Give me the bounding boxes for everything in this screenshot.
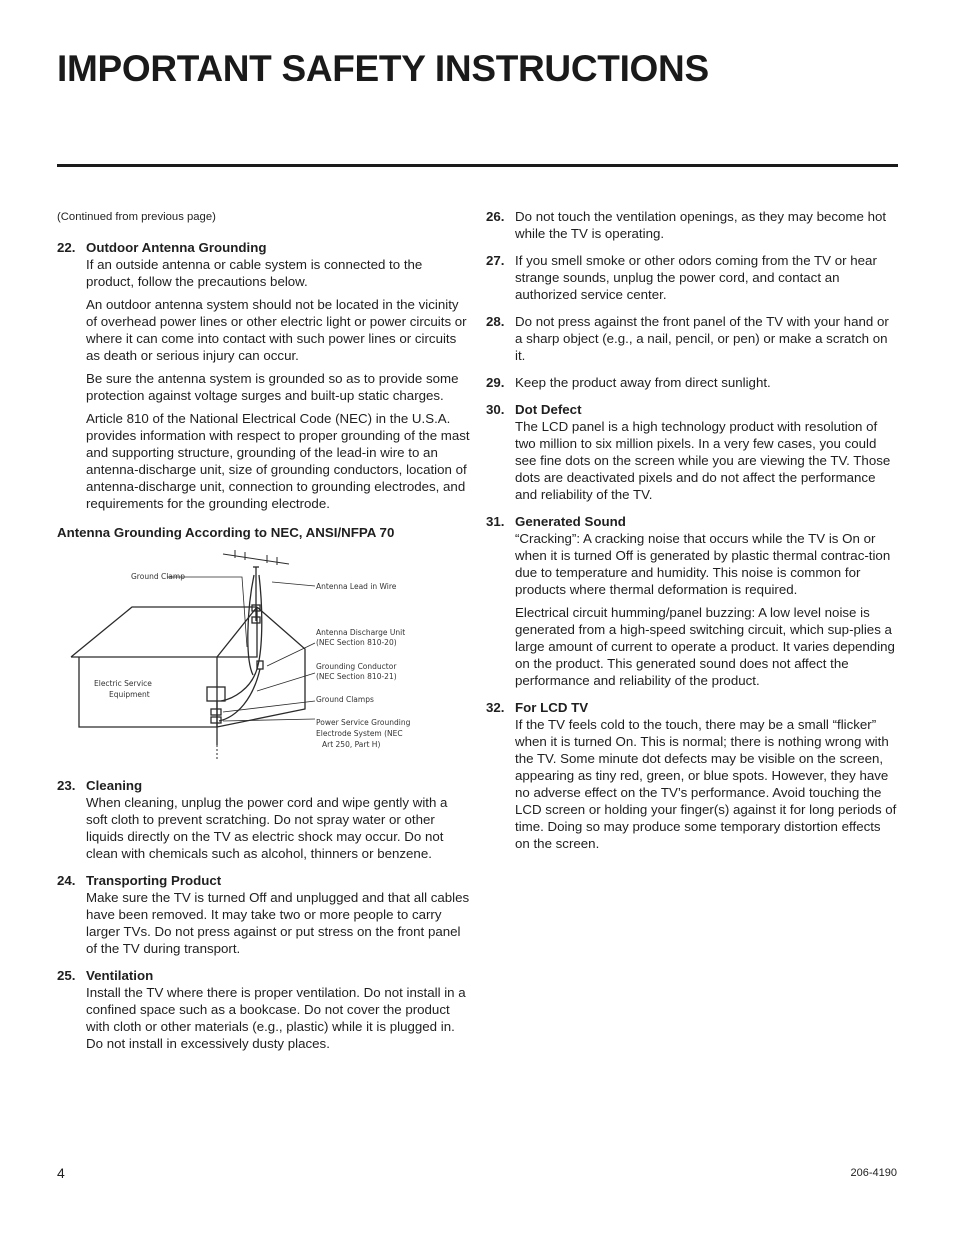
paragraph: Article 810 of the National Electrical Code (NEC) in the U.S.A. provides information with respect to proper grounding of the mast and supporting structure, grounding of the lead-in wire to an antenna-discharge unit, size of grounding conductors, location of antenna-discharge unit, connection to grounding electrodes, and requirements for the grounding electrode. <box>86 411 470 511</box>
label-electrode-2: Electrode System (NEC <box>316 729 403 738</box>
item-title: For LCD TV <box>515 700 589 715</box>
paragraph: The LCD panel is a high technology product with resolution of two million to six million pixels. In a very few cases, you could see fine dots on the screen while you are viewing the TV. Those dots are deactivated pixels and do not affect the performance and reliability of the TV. <box>515 419 891 502</box>
item-number: 27. <box>486 253 505 268</box>
page-number: 4 <box>57 1165 65 1181</box>
item-32 <box>486 699 898 852</box>
item-29 <box>486 374 898 391</box>
paragraph: An outdoor antenna system should not be located in the vicinity of overhead power lines or other electric light or power circuits or where it can come into contact with such power lines or circuits as death or serious injury can occur. <box>86 297 467 363</box>
diagram-heading: Antenna Grounding According to NEC, ANSI/NFPA 70 <box>57 525 395 540</box>
item-number: 25. <box>57 968 76 983</box>
item-number: 22. <box>57 240 76 255</box>
item-number: 28. <box>486 314 505 329</box>
item-title: Outdoor Antenna Grounding <box>86 240 267 255</box>
paragraph: Be sure the antenna system is grounded so as to provide some protection against voltage surges and built-up static charges. <box>86 371 459 403</box>
item-text: Keep the product away from direct sunlight. <box>515 375 771 390</box>
paragraph: When cleaning, unplug the power cord and wipe gently with a soft cloth to prevent scratching. Do not spray water or other liquids directly on the TV as electric shock may occur. Do not clean with chemicals such as alcohol, thinners or benzene. <box>86 795 448 861</box>
label-service-2: Equipment <box>109 690 150 699</box>
paragraph: Install the TV where there is proper ventilation. Do not install in a confined space such as a bookcase. Do not cover the product with cloth or other materials (e.g., plastic) while it is plugged in. Do not install in excessively dusty places. <box>86 985 466 1051</box>
label-grounding-conductor-sub: (NEC Section 810-21) <box>316 672 397 681</box>
continued-note: (Continued from previous page) <box>57 211 216 223</box>
right-column <box>486 208 898 862</box>
item-text: If you smell smoke or other odors coming from the TV or hear strange sounds, unplug the power cord, and contact an authorized service center. <box>515 253 877 302</box>
paragraph: Make sure the TV is turned Off and unplugged and that all cables have been removed. It may take two or more people to carry larger TVs. Do not press against or put stress on the front panel of the TV during transport. <box>86 890 470 956</box>
label-antenna-lead: Antenna Lead in Wire <box>316 582 397 591</box>
item-25 <box>57 967 472 1052</box>
paragraph: If the TV feels cold to the touch, there may be a small “flicker” when it is turned On. This is normal; there is nothing wrong with the TV. Some minute dot defects may be visible on the screen, appearing as tiny red, green, or blue spots. However, they have no adverse effect on the TV’s performance. Avoid touching the LCD screen or holding your finger(s) against it for long periods of time. Doing so may produce some temporary distortion effects on the screen. <box>515 717 897 851</box>
antenna-grounding-illustration <box>57 549 472 771</box>
label-discharge-unit: Antenna Discharge Unit <box>316 628 406 637</box>
title-rule <box>57 164 898 167</box>
item-text: Do not press against the front panel of the TV with your hand or a sharp object (e.g., a nail, pencil, or pen) or make a scratch on it. <box>515 314 889 363</box>
label-ground-clamps: Ground Clamps <box>316 695 374 704</box>
item-number: 29. <box>486 375 505 390</box>
paragraph: Electrical circuit humming/panel buzzing: A low level noise is generated from a high-speed switching circuit, which sup-plies a large amount of current to operate a product. It varies depending on the product. This generated sound does not affect the performance and reliability of the product. <box>515 605 895 688</box>
item-number: 23. <box>57 778 76 793</box>
page-title: IMPORTANT SAFETY INSTRUCTIONS <box>57 48 709 89</box>
item-31 <box>486 513 898 689</box>
item-23 <box>57 777 472 862</box>
label-grounding-conductor: Grounding Conductor <box>316 662 397 671</box>
document-number: 206-4190 <box>850 1167 897 1179</box>
item-number: 24. <box>57 873 76 888</box>
left-column <box>57 208 472 1062</box>
item-24 <box>57 872 472 957</box>
paragraph: If an outside antenna or cable system is connected to the product, follow the precautions below. <box>86 257 423 289</box>
item-30 <box>486 401 898 503</box>
item-28 <box>486 313 898 364</box>
paragraph: “Cracking”: A cracking noise that occurs while the TV is On or when it is turned Off is generated by plastic thermal contrac-tion due to temperature and humidity. This noise is common for products where thermal deformation is required. <box>515 531 891 597</box>
antenna-grounding-diagram <box>57 549 472 771</box>
item-27 <box>486 252 898 303</box>
item-title: Ventilation <box>86 968 154 983</box>
item-26 <box>486 208 898 242</box>
item-text: Do not touch the ventilation openings, as they may become hot while the TV is operating. <box>515 209 887 241</box>
item-number: 30. <box>486 402 505 417</box>
item-number: 32. <box>486 700 505 715</box>
item-number: 26. <box>486 209 505 224</box>
item-22 <box>57 239 472 512</box>
label-electrode-3: Art 250, Part H) <box>322 740 381 749</box>
item-title: Dot Defect <box>515 402 582 417</box>
item-title: Transporting Product <box>86 873 222 888</box>
label-ground-clamp: Ground Clamp <box>131 572 185 581</box>
item-title: Generated Sound <box>515 514 626 529</box>
label-electrode-1: Power Service Grounding <box>316 718 411 727</box>
item-title: Cleaning <box>86 778 143 793</box>
label-service-1: Electric Service <box>94 679 152 688</box>
item-number: 31. <box>486 514 505 529</box>
label-discharge-unit-sub: (NEC Section 810-20) <box>316 638 397 647</box>
